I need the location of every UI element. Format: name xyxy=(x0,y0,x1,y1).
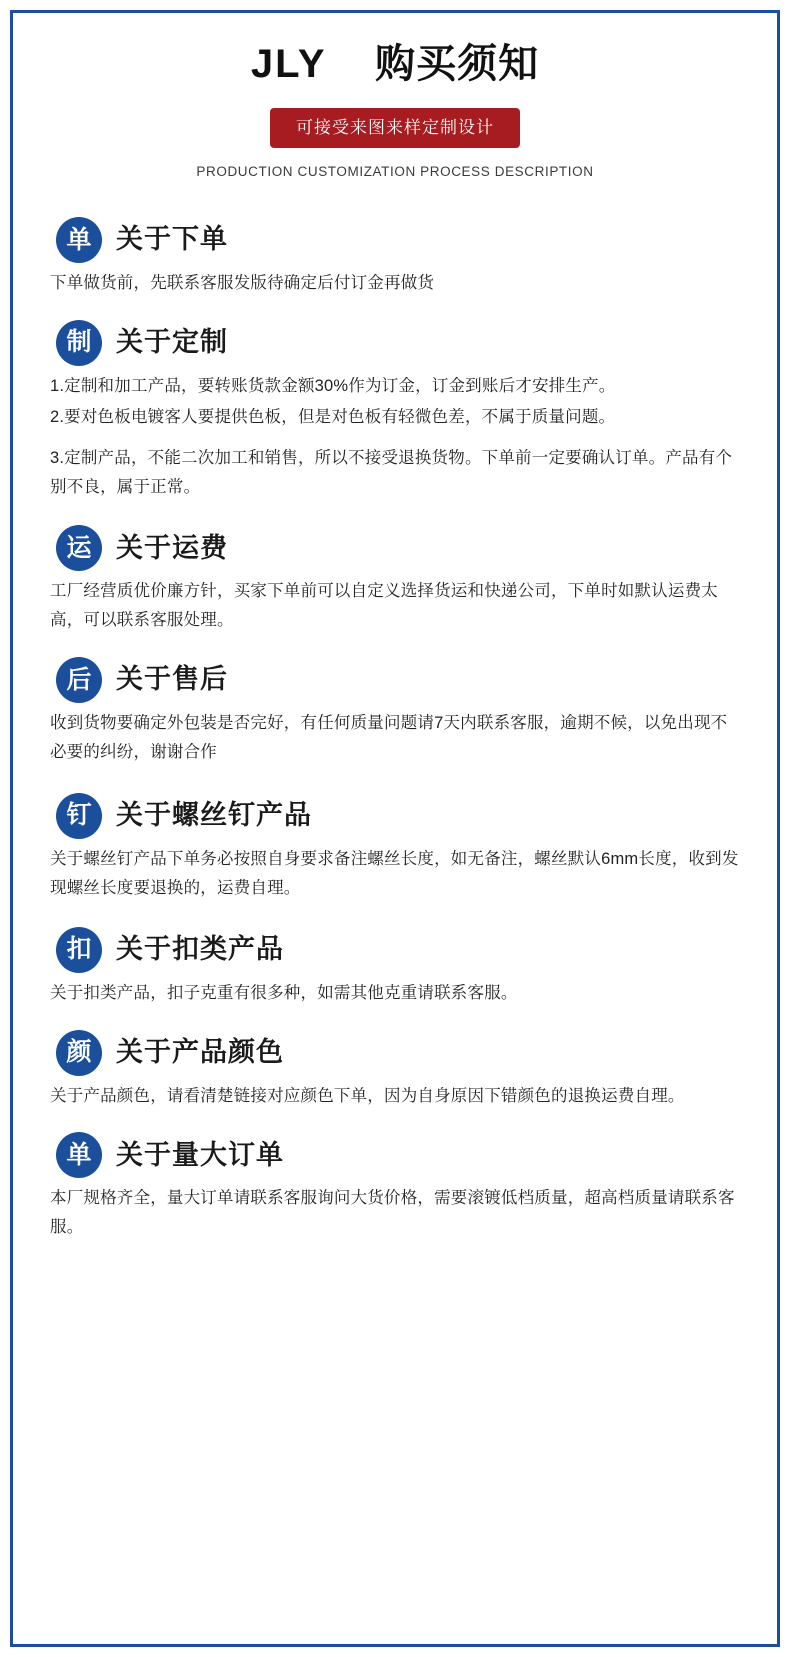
section-badge-icon: 单 xyxy=(56,217,102,263)
section-badge-icon: 制 xyxy=(56,320,102,366)
section-body xyxy=(50,709,744,767)
section-body xyxy=(50,845,744,903)
header xyxy=(46,42,744,179)
section-title: 关于扣类产品 xyxy=(116,933,284,964)
section-paragraph: 1.定制和加工产品，要转账货款金额30%作为订金，订金到账后才安排生产。 xyxy=(50,376,616,395)
section-title: 关于售后 xyxy=(116,664,228,695)
page-title xyxy=(46,42,744,86)
section-header xyxy=(56,217,744,263)
section-paragraph: 下单做货前，先联系客服发版待确定后付订金再做货 xyxy=(50,274,435,292)
section-paragraph: 关于螺丝钉产品下单务必按照自身要求备注螺丝长度，如无备注，螺丝默认6mm长度，收到发现螺丝长度要退换的，运费自理。 xyxy=(50,849,739,897)
section-header xyxy=(56,657,744,703)
section-paragraph: 2.要对色板电镀客人要提供色板，但是对色板有轻微色差，不属于质量问题。 xyxy=(50,407,616,426)
section-paragraph: 3.定制产品，不能二次加工和销售，所以不接受退换货物。下单前一定要确认订单。产品有个别不良，属于正常。 xyxy=(50,448,733,496)
section-badge-icon: 钉 xyxy=(56,793,102,839)
section-badge-icon: 单 xyxy=(56,1132,102,1178)
section-paragraph: 关于产品颜色，请看清楚链接对应颜色下单，因为自身原因下错颜色的退换运费自理。 xyxy=(50,1086,685,1105)
section-after-sales xyxy=(46,657,744,767)
section-bulk-orders xyxy=(46,1132,744,1242)
section-title: 关于产品颜色 xyxy=(116,1036,284,1067)
section-body xyxy=(50,979,744,1008)
section-title: 关于运费 xyxy=(116,532,228,563)
section-screw-products xyxy=(46,793,744,903)
ribbon-banner: 可接受来图来样定制设计 xyxy=(270,108,520,148)
ribbon-wrap xyxy=(46,108,744,148)
page-title-latin: JLY xyxy=(250,42,327,86)
section-paragraph: 收到货物要确定外包装是否完好，有任何质量问题请7天内联系客服，逾期不候，以免出现不必要的纠纷，谢谢合作 xyxy=(50,714,728,761)
section-title: 关于量大订单 xyxy=(116,1139,284,1170)
section-title: 关于定制 xyxy=(116,327,228,358)
section-body xyxy=(50,577,744,635)
section-buckle-products xyxy=(46,927,744,1008)
section-header xyxy=(56,927,744,973)
section-paragraph: 关于扣类产品，扣子克重有很多种，如需其他克重请联系客服。 xyxy=(50,983,518,1002)
section-title: 关于螺丝钉产品 xyxy=(116,800,312,831)
section-ordering xyxy=(46,217,744,298)
spacer xyxy=(50,434,744,444)
section-body xyxy=(50,372,744,502)
section-header xyxy=(56,525,744,571)
section-paragraph: 工厂经营质优价廉方针，买家下单前可以自定义选择货运和快递公司，下单时如默认运费太高，可以联系客服处理。 xyxy=(50,582,718,630)
section-badge-icon: 后 xyxy=(56,657,102,703)
subtitle-english: PRODUCTION CUSTOMIZATION PROCESS DESCRIPTION xyxy=(196,164,594,179)
section-header xyxy=(56,320,744,366)
section-title: 关于下单 xyxy=(116,224,228,255)
section-badge-icon: 扣 xyxy=(56,927,102,973)
page-title-cn: 购买须知 xyxy=(375,42,540,86)
section-badge-icon: 运 xyxy=(56,525,102,571)
section-product-color xyxy=(46,1030,744,1111)
sections-list xyxy=(46,217,744,1242)
section-header xyxy=(56,1030,744,1076)
section-shipping-fee xyxy=(46,525,744,635)
section-paragraph: 本厂规格齐全，量大订单请联系客服询问大货价格，需要滚镀低档质量，超高档质量请联系客服。 xyxy=(50,1189,735,1237)
section-body xyxy=(50,1082,744,1111)
section-customization xyxy=(46,320,744,502)
section-body xyxy=(50,269,744,298)
section-body xyxy=(50,1184,744,1242)
section-header xyxy=(56,793,744,839)
section-header xyxy=(56,1132,744,1178)
section-badge-icon: 颜 xyxy=(56,1030,102,1076)
